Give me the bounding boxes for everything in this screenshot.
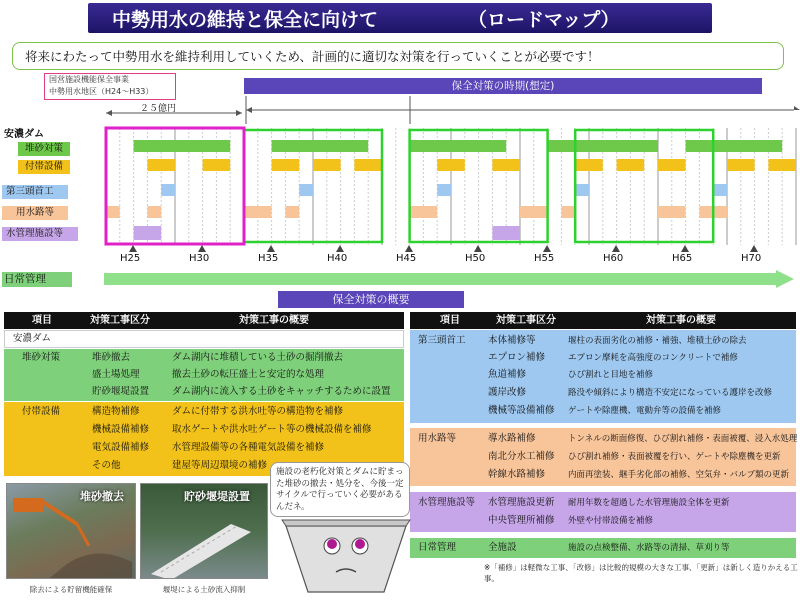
left-dam-row [4,330,404,348]
group-item: 用水路等 [418,433,457,444]
axis-marker [612,245,620,252]
summary: ひび割れ補修・表面被覆を行い、ゲートや除塵機を更新 [568,452,781,462]
cat: 本体補修等 [488,335,536,346]
channel-bar [561,206,575,218]
cat: 貯砂堰堤設置 [92,386,150,397]
col-category: 対策工事区分 [90,315,150,326]
axis-label: H55 [534,253,555,264]
cat: 堆砂撤去 [92,352,131,363]
summary: 撤去土砂の転圧盛土と安定的な処理 [172,369,325,380]
aux-bar [727,159,755,171]
sediment-bar [134,140,231,152]
summary: 路没や傾斜により構造不安定になっている護岸を改修 [568,388,773,398]
daily-management-label: 日常管理 [2,272,72,287]
speech-bubble: 施設の老朽化対策とダムに貯まった堆砂の撤去・処分を、今後一定サイクルで行っていく必要があるんだネ。 [270,462,410,517]
project-callout [44,73,176,100]
cat: 機械等設備補修 [488,405,555,416]
col-summary: 対策工事の概要 [646,315,716,326]
summary: 施設の点検整備、水路等の清掃、草刈り等 [568,543,730,553]
axis-marker [750,245,758,252]
axis-label: H70 [741,253,762,264]
summary: ダムに付帯する洪水吐等の構造物を補修 [172,406,344,417]
photo-tag-sediment: 堆砂撤去 [80,490,124,503]
row-label-headworks: 第三頭首工 [2,185,68,199]
summary: 堰柱の表面劣化の補修・補強、堆積土砂の除去 [568,336,747,346]
summary: ひび割れと目地を補修 [568,370,654,380]
cost-arrow [104,108,244,118]
axis-label: H60 [603,253,624,264]
cat: 護岸改修 [488,387,527,398]
photo-tag-checkdam: 貯砂堰堤設置 [184,490,250,503]
headworks-bar [575,184,589,196]
aux-bar [354,159,382,171]
axis-label: H50 [465,253,486,264]
summary: 取水ゲートや洪水吐ゲート等の機械設備を補修 [172,424,372,435]
aux-bar [492,159,520,171]
cat: 南北分水工補修 [488,451,555,462]
channel-bar [520,206,548,218]
page-title-sub: （ロードマップ） [468,8,620,31]
photo-caption-checkdam: 堰堤による土砂流入抑制 [162,585,246,594]
dam-label: 安濃ダム [13,333,52,344]
aux-bar [658,159,686,171]
axis-marker [543,245,551,252]
row-label-channel: 用水路等 [2,206,68,220]
cat: 全施設 [488,542,517,553]
overview-header: 保全対策の概要 [278,291,464,308]
title-banner [88,3,712,33]
axis-marker [681,245,689,252]
sediment-bar [548,140,658,152]
axis-marker [336,245,344,252]
right-group-channel [410,428,796,486]
photo-caption-sediment: 除去による貯留機能確保 [29,585,113,594]
headworks-bar [437,184,451,196]
footnote: ※「補修」は軽微な工事、「改修」は比較的規模の大きな工事、「更新」は新しく造りかえる工事。 [484,563,798,583]
cat: 魚道補修 [488,369,527,380]
aux-bar [617,159,645,171]
aux-bar [203,159,231,171]
axis-label: H25 [120,253,141,264]
aux-bar [768,159,796,171]
col-summary: 対策工事の概要 [239,315,309,326]
channel-bar [106,206,120,218]
cat: 盛土場処理 [92,369,140,380]
group-item: 第三頭首工 [418,335,466,346]
row-label-mgmt: 水管理施設等 [2,227,78,241]
cat: 導水路補修 [488,433,536,444]
aux-bar [147,159,175,171]
summary: ダム湖内に堆積している土砂の掘削撤去 [172,352,344,363]
group-item: 日常管理 [418,542,457,553]
axis-marker [474,245,482,252]
axis-marker [129,245,137,252]
aux-bar [437,159,465,171]
row-label-sediment: 堆砂対策 [18,142,70,156]
period-header: 保全対策の時期(想定) [244,78,762,94]
summary: ダム湖内に流入する土砂をキャッチするために設置 [172,386,391,397]
axis-label: H65 [672,253,693,264]
channel-bar [410,206,438,218]
summary: 水管理設備等の各種電気設備を補修 [172,442,325,453]
aux-bar [313,159,341,171]
summary: 建屋等周辺環境の補修 [172,460,268,471]
sediment-bar [686,140,783,152]
right-group-headworks [410,330,796,423]
channel-bar [147,206,161,218]
mgmt-bar [492,226,520,240]
summary: ゲートや除塵機、電動弁等の設備を補修 [568,406,722,416]
cat: 電気設備補修 [92,442,150,453]
callout-line1: 国営施設機能保全事業 [49,75,129,84]
left-group-sediment [4,349,404,401]
axis-label: H35 [258,253,279,264]
sediment-bar [272,140,369,152]
headworks-bar [161,184,175,196]
cat: 中央管理所補修 [488,515,555,526]
aux-bar [272,159,300,171]
summary: 耐用年数を超過した水管理施設全体を更新 [568,498,730,508]
subtitle-box: 将来にわたって中勢用水を維持利用していくため、計画的に適切な対策を行っていくことが必要です！ [12,42,784,70]
cat: 構造物補修 [92,406,140,417]
mgmt-bar [134,226,162,240]
right-group-mgmt [410,492,796,532]
group-item: 堆砂対策 [22,352,61,363]
row-label-aux: 付帯設備 [18,160,70,174]
axis-label: H45 [396,253,417,264]
right-table-header [410,312,796,329]
cost-label: ２５億円 [140,104,177,114]
dam-character [280,516,412,598]
cat: 幹線水路補修 [488,469,546,480]
aux-bar [575,159,603,171]
headworks-bar [299,184,313,196]
axis-marker [198,245,206,252]
headworks-bar [713,184,727,196]
sediment-bar [410,140,507,152]
channel-bar [658,206,686,218]
axis-marker [405,245,413,252]
callout-line2: 中勢用水地区（H24〜H33） [49,87,154,96]
page-title: 中勢用水の維持と保全に向けて [112,8,379,31]
summary: エプロン摩耗を高強度のコンクリートで補修 [568,353,738,363]
col-item: 項目 [32,315,52,326]
gantt-chart [0,120,800,255]
cat: 水管理施設更新 [488,497,555,508]
summary: トンネルの断面修復、ひび割れ補修・表面被覆、浸入水処理 [568,434,798,444]
cat: その他 [92,460,121,471]
summary: 外壁や付帯設備を補修 [568,516,654,526]
channel-bar [285,206,299,218]
daily-management-arrow [104,270,794,288]
group-item: 水管理施設等 [418,497,476,508]
row-label-dam: 安濃ダム [4,129,44,140]
axis-label: H30 [189,253,210,264]
left-table-header [4,312,404,329]
cat: エプロン補修 [488,352,546,363]
channel-bar [244,206,272,218]
cat: 機械設備補修 [92,424,150,435]
group-item: 付帯設備 [22,406,61,417]
axis-marker [267,245,275,252]
axis-label: H40 [327,253,348,264]
summary: 内面再塗装、継手劣化部の補修、空気弁・バルブ類の更新 [568,470,790,480]
col-item: 項目 [440,315,460,326]
col-category: 対策工事区分 [496,315,556,326]
right-group-daily [410,538,796,558]
